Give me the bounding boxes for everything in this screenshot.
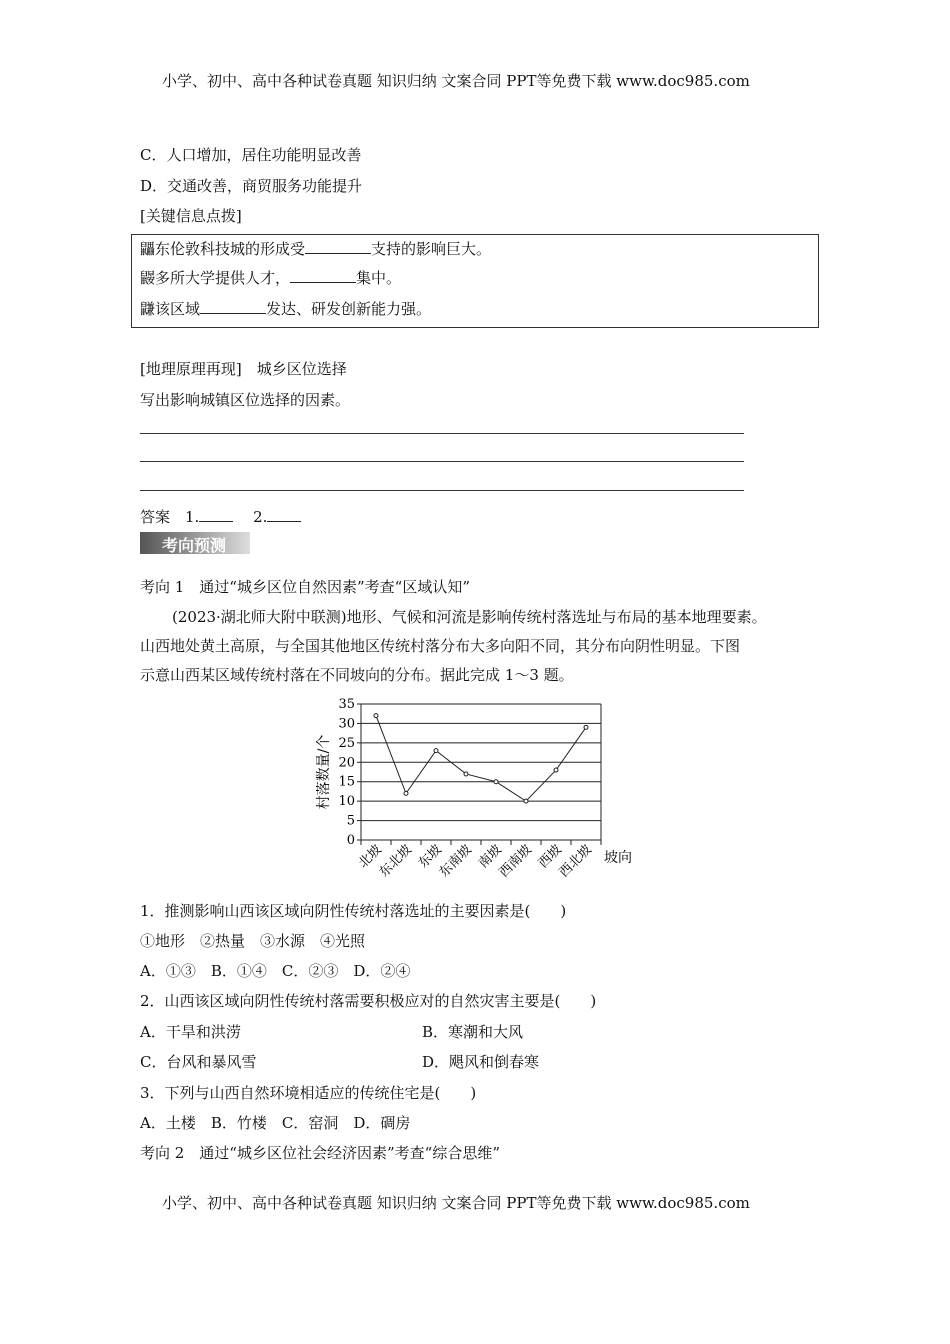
y-tick-label: 5 bbox=[346, 813, 355, 829]
principle-title: [地理原理再现] 城乡区位选择 bbox=[140, 360, 347, 378]
answer-row: 答案 1. 2. bbox=[140, 506, 301, 527]
y-tick-label: 10 bbox=[338, 794, 355, 810]
data-point bbox=[434, 749, 438, 753]
y-tick-label: 30 bbox=[338, 716, 355, 732]
intro-line: 山西地处黄土高原，与全国其他地区传统村落分布大多向阳不同，其分布向阴性明显。下图 bbox=[140, 637, 741, 655]
y-tick-label: 35 bbox=[338, 697, 355, 712]
q2-option-c: C．台风和暴风雪 bbox=[140, 1053, 257, 1071]
key-line-2: 鼹多所大学提供人才， 集中。 bbox=[140, 269, 402, 287]
answer-line bbox=[140, 433, 744, 434]
key-info-title: [关键信息点拨] bbox=[140, 207, 242, 225]
data-line bbox=[376, 716, 586, 801]
data-point bbox=[494, 780, 498, 784]
data-point bbox=[524, 799, 528, 803]
page-footer: 小学、初中、高中各种试卷真题 知识归纳 文案合同 PPT等免费下载 www.doc985.com bbox=[162, 1194, 750, 1212]
x-tick-label: 南坡 bbox=[475, 842, 505, 872]
key-line-1: 鼺东伦敦科技城的形成受 支持的影响巨大。 bbox=[140, 240, 492, 258]
x-tick-label: 东南坡 bbox=[436, 842, 475, 881]
x-tick-label: 北坡 bbox=[355, 842, 385, 872]
line-chart bbox=[300, 690, 650, 890]
y-tick-label: 15 bbox=[338, 774, 355, 790]
answer-line bbox=[140, 490, 744, 491]
principle-question: 写出影响城镇区位选择的因素。 bbox=[140, 391, 351, 409]
x-tick-label: 西南坡 bbox=[496, 842, 535, 881]
option-c: C．人口增加，居住功能明显改善 bbox=[140, 146, 362, 164]
intro-line: (2023·湖北师大附中联测)地形、气候和河流是影响传统村落选址与布局的基本地理要素。 bbox=[172, 608, 767, 626]
question-2: 2．山西该区域向阴性传统村落需要积极应对的自然灾害主要是( ) bbox=[140, 992, 597, 1010]
question-3: 3．下列与山西自然环境相适应的传统住宅是( ) bbox=[140, 1084, 477, 1102]
page-header: 小学、初中、高中各种试卷真题 知识归纳 文案合同 PPT等免费下载 www.doc985.com bbox=[162, 72, 750, 90]
option-d: D．交通改善，商贸服务功能提升 bbox=[140, 177, 363, 195]
direction-2-title: 考向 2 通过“城乡区位社会经济因素”考查“综合思维” bbox=[140, 1144, 500, 1162]
y-tick-label: 25 bbox=[338, 735, 355, 751]
data-point bbox=[554, 768, 558, 772]
data-point bbox=[374, 714, 378, 718]
question-3-options: A．土楼 B．竹楼 C．窑洞 D．碉房 bbox=[140, 1114, 411, 1132]
answer-line bbox=[140, 461, 744, 462]
data-point bbox=[584, 725, 588, 729]
question-1-options: A．①③ B．①④ C．②③ D．②④ bbox=[140, 962, 411, 980]
question-1: 1．推测影响山西该区域向阴性传统村落选址的主要因素是( ) bbox=[140, 902, 567, 920]
x-axis-label: 坡向 bbox=[604, 850, 632, 866]
q2-option-b: B．寒潮和大风 bbox=[422, 1023, 524, 1041]
q2-option-d: D．飓风和倒春寒 bbox=[422, 1053, 540, 1071]
y-tick-label: 20 bbox=[338, 755, 355, 771]
x-tick-label: 西北坡 bbox=[556, 842, 595, 881]
x-tick-label: 东北坡 bbox=[376, 842, 415, 881]
section-banner: 考向预测 bbox=[140, 532, 250, 554]
data-point bbox=[464, 772, 468, 776]
direction-1-title: 考向 1 通过“城乡区位自然因素”考查“区域认知” bbox=[140, 578, 470, 596]
y-tick-label: 0 bbox=[346, 833, 355, 848]
x-tick-label: 西坡 bbox=[535, 842, 565, 872]
y-axis-label: 村落数量/个 bbox=[316, 734, 332, 810]
q2-option-a: A．干旱和洪涝 bbox=[140, 1023, 241, 1041]
question-1-items: ①地形 ②热量 ③水源 ④光照 bbox=[140, 932, 366, 950]
x-tick-label: 东坡 bbox=[415, 842, 445, 872]
intro-line: 示意山西某区域传统村落在不同坡向的分布。据此完成 1～3 题。 bbox=[140, 666, 574, 684]
key-line-3: 鼸该区域 发达、研发创新能力强。 bbox=[140, 300, 432, 318]
data-point bbox=[404, 791, 408, 795]
